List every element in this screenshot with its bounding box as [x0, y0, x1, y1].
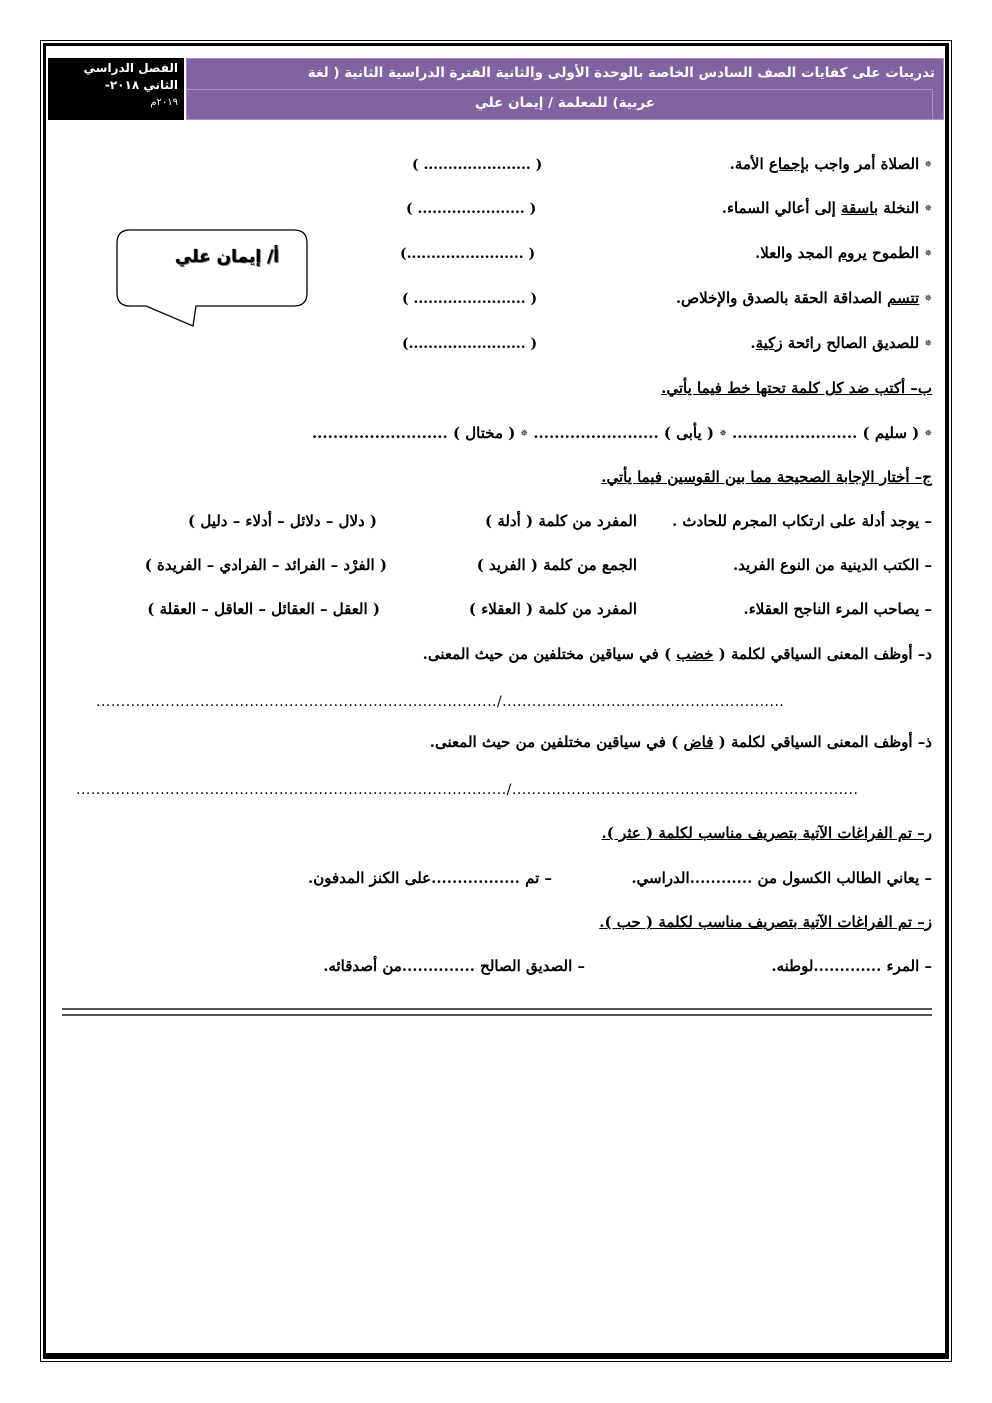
semester-line-3: ٢٠١٩م [150, 97, 178, 108]
teacher-name-stamp: أ/ إيمان علي [175, 247, 280, 267]
title-line-1: تدريبات على كفايات الصف السادس الخاصة بالوحدة الأولى والثانية الفترة الدراسية الثانية ( لغة [307, 65, 935, 81]
bullet-star-icon: ✵ [520, 429, 529, 439]
double-line-divider [62, 1008, 932, 1016]
item-text: . [750, 334, 756, 352]
fill-item[interactable]: – تم .................على الكنز المدفون. [307, 869, 552, 887]
item-text: إلى أعالي السماء. [721, 199, 842, 217]
section-r-heading: ر– تم الفراغات الآتية بتصريف مناسب لكلمة ( عثر ). [601, 824, 932, 842]
choice-options[interactable]: ( العقل – العقائل – العاقل – العقلة ) [147, 600, 380, 618]
answer-blank[interactable]: (........................ ) [402, 336, 538, 352]
fill-item[interactable]: – الصديق الصالح ..............من أصدقائه. [323, 957, 585, 975]
antonym-item[interactable]: ( سليم ) ........................ [731, 424, 920, 442]
underlined-word: تتسم [887, 289, 920, 307]
prompt-text: ذ– أوظف المعنى السياقي لكلمة ( [713, 733, 932, 751]
speech-bubble [116, 229, 308, 327]
answer-blank[interactable]: ( ....................... ) [402, 291, 538, 307]
section-b-heading: ب– أكتب ضد كل كلمة تحتها خط فيما يأتي. [661, 379, 932, 397]
underlined-word: زكية [755, 334, 783, 352]
semester-line-1: الفصل الدراسي [83, 61, 178, 75]
item-a-3 [755, 244, 932, 262]
semester-line-2: الثاني ٢٠١٨- [104, 78, 178, 92]
bullet-star-icon: ✵ [924, 339, 932, 349]
choice-question: الجمع من كلمة ( الفريد ) [476, 556, 637, 574]
underlined-word: يروم [837, 244, 867, 262]
antonym-item[interactable]: ( مختال ) .......................... [311, 424, 516, 442]
item-text: النخلة [878, 199, 920, 217]
bullet-star-icon: ✵ [719, 429, 727, 439]
prompt-text: ) في سياقين مختلفين من حيث المعنى. [429, 733, 684, 751]
section-d-prompt [423, 645, 932, 663]
choice-options[interactable]: ( الفرْد – الفرائد – الفرادي – الفريدة ) [144, 556, 387, 574]
title-line-2: عربية) للمعلمة / إيمان علي [474, 95, 655, 111]
bullet-star-icon: ✵ [924, 249, 932, 259]
prompt-text: ) في سياقين مختلفين من حيث المعنى. [422, 645, 677, 663]
bullet-star-icon: ✵ [924, 160, 932, 170]
item-a-4 [676, 289, 932, 307]
bullet-star-icon: ✵ [924, 294, 932, 304]
target-word: فاض [683, 733, 714, 751]
underlined-word: باسقة [841, 199, 879, 217]
answer-line[interactable]: ......................................................................................./...................................................................... [76, 782, 859, 798]
worksheet-header [48, 58, 946, 120]
answer-line[interactable]: ................................................................................./......................................................... [96, 694, 785, 710]
choice-sentence: – يصاحب المرء الناجح العقلاء. [743, 600, 932, 618]
section-c-heading: ج– أختار الإجابة الصحيحة مما بين القوسين فيما يأتي. [601, 468, 932, 486]
item-text: الأمة. [729, 155, 769, 173]
target-word: خضب [676, 645, 714, 663]
semester-box [48, 58, 184, 120]
underlined-word: بإجماع [768, 155, 810, 173]
section-z-heading: ز– تم الفراغات الآتية بتصريف مناسب لكلمة ( حب ). [599, 913, 932, 931]
choice-question: المفرد من كلمة ( العقلاء ) [468, 600, 637, 618]
title-banner [186, 58, 944, 120]
antonym-item[interactable]: ( يأبى ) ........................ [533, 424, 714, 442]
item-text: للصديق الصالح رائحة [782, 334, 920, 352]
prompt-text: د– أوظف المعنى السياقي لكلمة ( [713, 645, 932, 663]
item-text: المجد والعلا. [755, 244, 838, 262]
section-dh-prompt [430, 733, 932, 751]
section-b-antonyms [312, 424, 932, 442]
choice-question: المفرد من كلمة ( أدلة ) [485, 512, 637, 530]
fill-item[interactable]: – يعاني الطالب الكسول من ............الدراسي. [631, 869, 932, 887]
choice-sentence: – يوجد أدلة على ارتكاب المجرم للحادث . [671, 512, 932, 530]
choice-options[interactable]: ( دلال – دلائل – أدلاء – دليل ) [188, 512, 377, 530]
title-divider [187, 89, 933, 90]
item-text: الصداقة الحقة بالصدق والإخلاص. [675, 289, 888, 307]
choice-sentence: – الكتب الدينية من النوع الفريد. [732, 556, 932, 574]
item-text: الطموح [866, 244, 920, 262]
answer-blank[interactable]: ( ...................... ) [406, 201, 537, 217]
item-a-1 [730, 155, 932, 173]
answer-blank[interactable]: (........................ ) [400, 246, 536, 262]
item-a-5 [750, 334, 932, 352]
bullet-star-icon: ✵ [924, 204, 932, 214]
fill-item[interactable]: – المرء .............لوطنه. [771, 957, 932, 975]
bullet-star-icon: ✵ [924, 429, 932, 439]
item-a-2 [722, 199, 932, 217]
item-text: الصلاة أمر واجب [809, 155, 920, 173]
answer-blank[interactable]: ( ...................... ) [412, 157, 543, 173]
